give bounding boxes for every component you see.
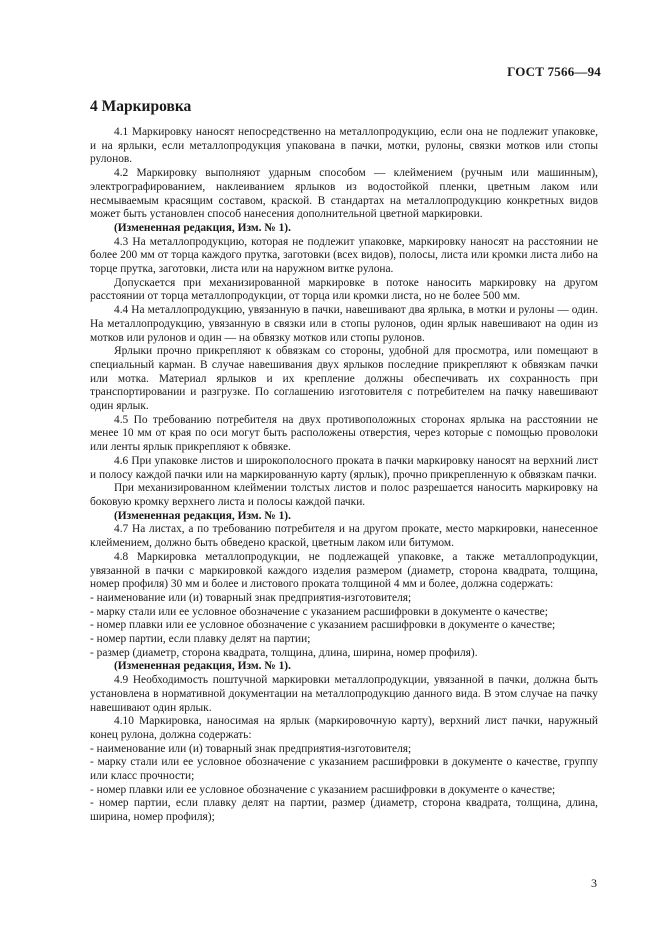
- standard-header: ГОСТ 7566—94: [507, 64, 601, 79]
- paragraph: 4.1 Маркировку наносят непосредственно на металлопродукцию, если она не подлежит упаковке, и на ярлыки, если металлопродукция упакована в пачки, мотки, рулоны, связки мотков или стопы рулонов.: [90, 126, 598, 166]
- list-item: - номер партии, если плавку делят на партии, размер (диаметр, сторона квадрата, толщина, длина, ширина, номер профиля);: [90, 797, 598, 824]
- paragraph: 4.2 Маркировку выполняют ударным способом — клеймением (ручным или машинным), электрографированием, наклеиванием ярлыков из водостойкой пленки, цветным лаком или несмываемым красящим составом, краской. В стандартах на металлопродукцию конкретных видов может быть установлен способ нанесения дополнительной цветной маркировки.: [90, 167, 598, 221]
- list-item: - наименование или (и) товарный знак предприятия-изготовителя;: [90, 742, 412, 755]
- paragraph: 4.4 На металлопродукцию, увязанную в пачки, навешивают два ярлыка, в мотки и рулоны — один. На металлопродукцию, увязанную в связки или в стопы рулонов, один ярлык навешивают на один из мотков или рулонов и один — на обвязку мотков или стопы рулонов.: [90, 304, 598, 344]
- paragraph: При механизированном клеймении толстых листов и полос разрешается наносить маркировку на боковую кромку верхнего листа и полосы каждой пачки.: [90, 482, 598, 508]
- list-item: - номер партии, если плавку делят на партии;: [90, 633, 311, 646]
- amendment-note: (Измененная редакция, Изм. № 1).: [114, 509, 291, 522]
- list-item: - номер плавки или ее условное обозначение с указанием расшифровки в документе о качестве;: [90, 783, 556, 796]
- paragraph: 4.5 По требованию потребителя на двух противоположных сторонах ярлыка на расстоянии не менее 10 мм от края по оси могут быть расположены отверстия, через которые с помощью проволоки или ленты ярлык прикрепляют к обвязке.: [90, 413, 598, 454]
- paragraph: 4.6 При упаковке листов и широкополосного проката в пачки маркировку наносят на верхний лист и полосу каждой пачки или на маркированную карту (ярлык), прочно прикрепленную к обвязкам пачки.: [90, 454, 598, 481]
- list-item: - марку стали или ее условное обозначение с указанием расшифровки в документе о качестве, группу или класс прочности;: [90, 756, 598, 783]
- paragraph: 4.10 Маркировка, наносимая на ярлык (маркировочную карту), верхний лист пачки, наружный конец рулона, должна содержать:: [90, 715, 598, 741]
- amendment-note: (Измененная редакция, Изм. № 1).: [114, 660, 291, 673]
- paragraph: 4.9 Необходимость поштучной маркировки металлопродукции, увязанной в пачки, должна быть установлена в нормативной документации на металлопродукцию данного вида. В этом случае на пачку навешивают один ярлык.: [90, 674, 598, 714]
- paragraph: Ярлыки прочно прикрепляют к обвязкам со стороны, удобной для просмотра, или помещают в специальный карман. В случае навешивания двух ярлыков последние прикрепляют к обвязкам пачки или мотка. Материал ярлыков и их крепление должны обеспечивать их сохранность при транспортировании и разгрузке. По соглашению изготовителя с потребителем на пачку навешивают один ярлык.: [90, 345, 598, 413]
- section-title: 4 Маркировка: [90, 98, 192, 115]
- document-body: [90, 126, 598, 825]
- paragraph: 4.3 На металлопродукцию, которая не подлежит упаковке, маркировку наносят на расстоянии не более 200 мм от торца каждого прутка, заготовки (всех видов), полосы, листа или кромки листа либо на торце прутка, заготовки, листа или на наружном витке рулона.: [90, 235, 598, 276]
- list-item: - наименование или (и) товарный знак предприятия-изготовителя;: [90, 591, 412, 604]
- paragraph: 4.7 На листах, а по требованию потребителя и на другом прокате, место маркировки, нанесенное клеймением, должно быть обведено краской, цветным лаком или битумом.: [90, 523, 598, 550]
- amendment-note: (Измененная редакция, Изм. № 1).: [114, 221, 291, 234]
- page-number: 3: [591, 876, 597, 890]
- list-item: - номер плавки или ее условное обозначение с указанием расшифровки в документе о качестве;: [90, 619, 556, 632]
- list-item: - размер (диаметр, сторона квадрата, толщина, длина, ширина, номер профиля).: [90, 646, 478, 659]
- paragraph: 4.8 Маркировка металлопродукции, не подлежащей упаковке, а также металлопродукции, увязанной в пачки с маркировкой каждого изделия размером (диаметр, сторона квадрата, толщина, номер профиля) 30 мм и более и листового проката толщиной 4 мм и более, должна содержать:: [90, 550, 598, 591]
- paragraph: Допускается при механизированной маркировке в потоке наносить маркировку на другом расстоянии от торца металлопродукции, от торца или кромки листа, но не более 500 мм.: [90, 276, 598, 303]
- list-item: - марку стали или ее условное обозначение с указанием расшифровки в документе о качестве;: [90, 605, 548, 618]
